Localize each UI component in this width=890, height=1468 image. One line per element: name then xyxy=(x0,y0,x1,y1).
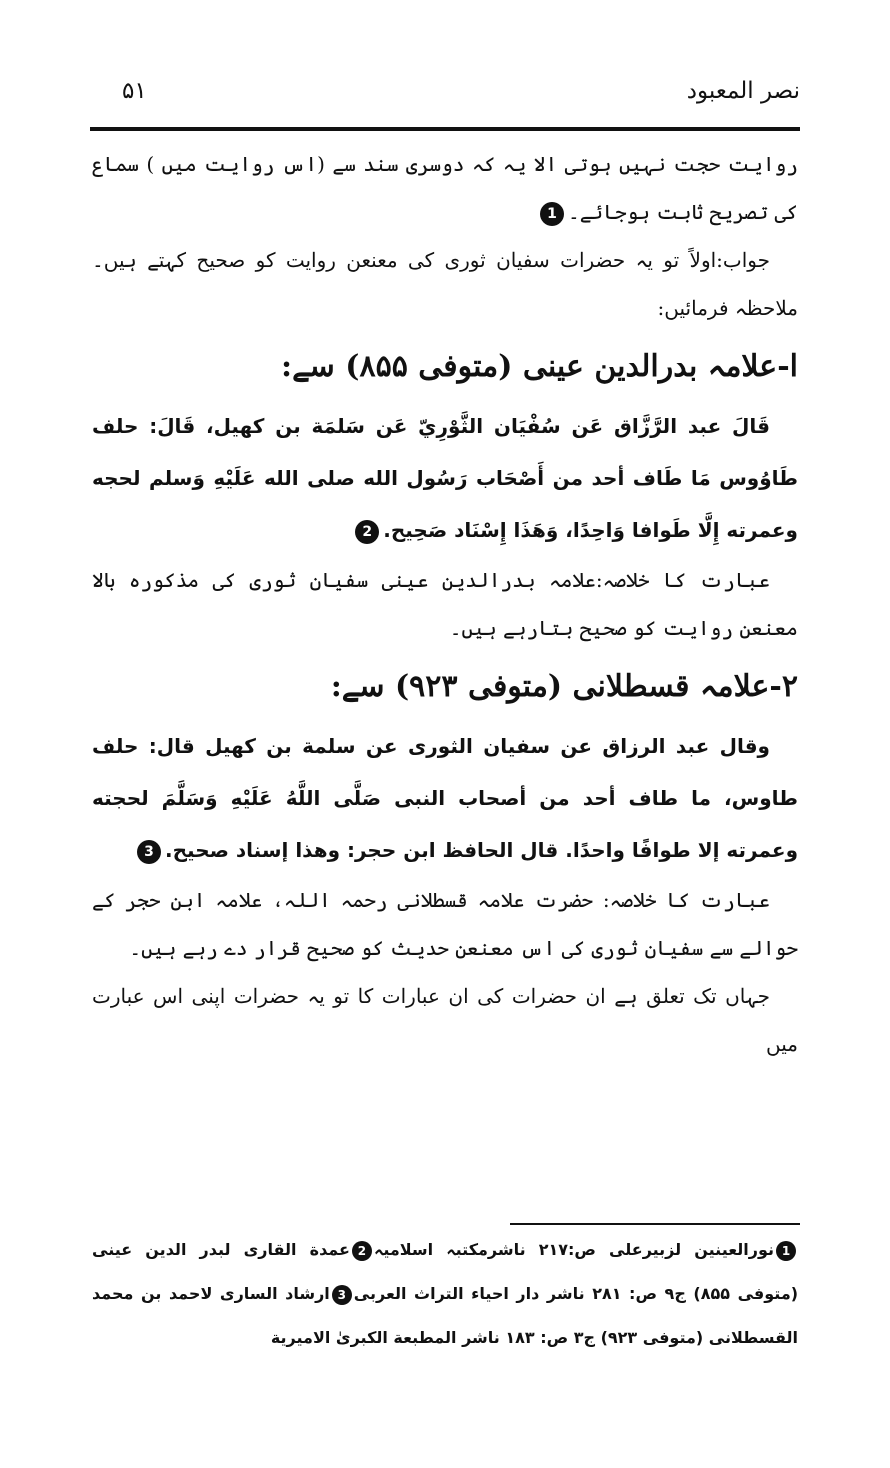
footnote-text-2: عمدة القارى لبدر الدين عينى (متوفى ۸۵۵) ج۹ ص: ۲۸۱ ناشر دار احياء التراث العربى xyxy=(92,1240,799,1303)
paragraph-continuation xyxy=(92,140,798,236)
footnote-marker-1: 1 xyxy=(776,1241,796,1261)
footnote-marker-3: 3 xyxy=(332,1285,352,1305)
footnote-line xyxy=(92,1228,798,1360)
quote-text: قَالَ عبد الرَّزَّاق عَن سُفْيَان الثَّوْرِيّ عَن سَلمَة بن كهيل، قَالَ: حلف طَاوُوس مَا طَاف أحد من أَصْحَاب رَسُول الله صلى الله عَلَيْهِ وَسلم لحجه وعمرته إِلَّا طَوافا وَاحِدًا، وَهَذَا إِسْنَاد صَحِيح. xyxy=(92,414,798,542)
arabic-quote-ayni xyxy=(92,400,798,556)
main-text xyxy=(92,140,798,1068)
footnote-text-1: نورالعینین لزبیرعلی ص:۲۱۷ ناشرمکتبہ اسلامیہ xyxy=(373,1240,775,1259)
page-header xyxy=(90,78,800,122)
running-title: نصر المعبود xyxy=(686,78,800,104)
summary-ayni: عبارت کا خلاصہ:علامہ بدرالدین عینی سفیان ثوری کی مذکورہ بالا معنعن روایت کو صحیح بتارہے ہیں۔ xyxy=(92,568,798,640)
quote-text: وقال عبد الرزاق عن سفيان الثورى عن سلمة بن كهيل قال: حلف طاوس، ما طاف أحد من أصحاب النبى صَلَّى اللَّهُ عَلَيْهِ وَسَلَّمَ لحجته وعمرته إلا طوافًا واحدًا. قال الحافظ ابن حجر: وهذا إسناد صحيح. xyxy=(92,734,798,862)
paragraph-answer: جواب:اولاً تو یہ حضرات سفیان ثوری کی معنعن روایت کو صحیح کہتے ہیں۔ملاحظہ فرمائیں: xyxy=(92,248,798,320)
footnote-rule xyxy=(510,1223,800,1225)
footnotes xyxy=(92,1228,798,1360)
paragraph-closing: جہاں تک تعلق ہے ان حضرات کی ان عبارات کا تو یہ حضرات اپنی اس عبارت میں xyxy=(92,984,798,1056)
footnote-ref-3: 3 xyxy=(137,840,161,864)
section-heading-ayni: ا-علامہ بدرالدین عینی (متوفی ۸۵۵) سے: xyxy=(281,349,798,384)
summary-qastalani: عبارت کا خلاصہ: حضرت علامہ قسطلانی رحمہ اللہ، علامہ ابن حجر کے حوالے سے سفیان ثوری کی اس معنعن حدیث کو صحیح قرار دے رہے ہیں۔ xyxy=(92,888,798,960)
footnote-ref-1: 1 xyxy=(540,202,564,226)
footnote-ref-2: 2 xyxy=(355,520,379,544)
footnote-text-3: ارشاد السارى لاحمد بن محمد القسطلانى (متوفى ۹۲۳) ج۳ ص: ۱۸۳ ناشر المطبعة الكبرىٰ الاميرية xyxy=(92,1284,798,1347)
paragraph-text: روایت حجت نہیں ہوتی الا یہ کہ دوسری سند سے (اس روایت میں ) سماع کی تصریح ثابت ہوجائے۔ xyxy=(92,152,798,224)
header-rule xyxy=(90,127,800,131)
section-heading-qastalani: ۲-علامہ قسطلانی (متوفی ۹۲۳) سے: xyxy=(330,669,798,704)
footnote-marker-2: 2 xyxy=(352,1241,372,1261)
page-number: ۵۱ xyxy=(122,78,147,104)
arabic-quote-qastalani xyxy=(92,720,798,876)
